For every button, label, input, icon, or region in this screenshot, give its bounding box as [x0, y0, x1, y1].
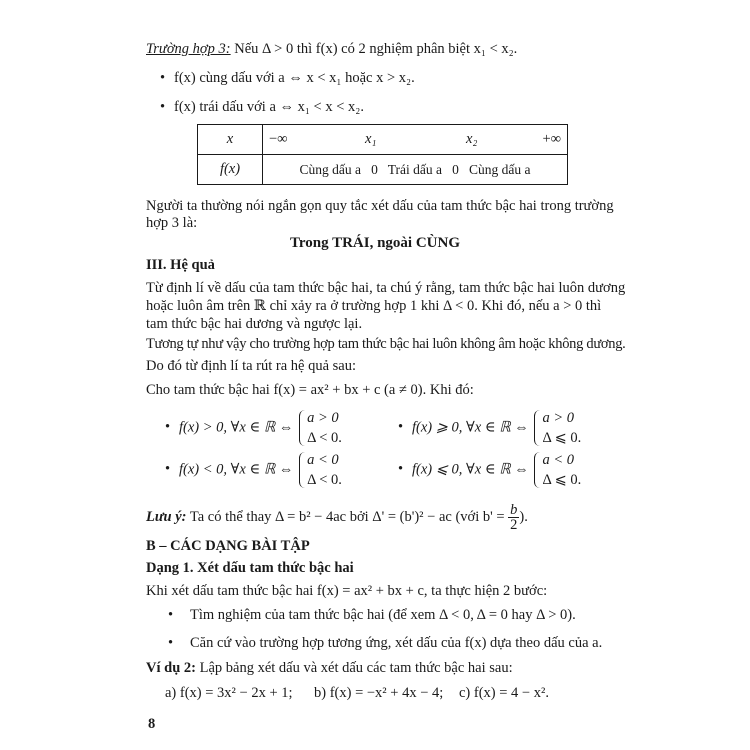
- exercise-b: b) f(x) = −x² + 4x − 4;: [314, 685, 444, 701]
- section3-para1-line1: Từ định lí về dấu của tam thức bậc hai, ta chú ý rằng, tam thức bậc hai luôn dương: [146, 280, 626, 296]
- step-1: • Tìm nghiệm của tam thức bậc hai (để xem Δ < 0, Δ = 0 hay Δ > 0).: [168, 607, 576, 623]
- case3-title: Trường hợp 3:: [146, 41, 231, 57]
- case3-bullet-2: • f(x) trái dấu với a ⇔ x₁ < x < x₂.: [160, 99, 364, 115]
- bullet-icon: •: [160, 70, 166, 86]
- page-number: 8: [148, 716, 156, 732]
- sign-table: [197, 124, 568, 185]
- condition-system: a > 0 Δ < 0.: [297, 408, 342, 448]
- bullet-icon: •: [168, 635, 174, 651]
- sign-table-row-fx: [198, 155, 568, 185]
- example-label: Ví dụ 2:: [146, 660, 196, 676]
- note: Lưu ý: Ta có thể thay Δ = b² − 4ac bởi Δ' = (b')² − ac (với b' = $\frac{b}{2}$ ).: [146, 502, 528, 533]
- corollary-3: • f(x) < 0, ∀x ∈ ℝ ⇔ a < 0 Δ < 0.: [165, 452, 342, 488]
- section-b-heading: B – CÁC DẠNG BÀI TẬP: [146, 538, 310, 554]
- rule-heading: Trong TRÁI, ngoài CÙNG: [289, 235, 461, 251]
- case3-intro: Trường hợp 3: Nếu Δ > 0 thì f(x) có 2 nghiệm phân biệt x₁ < x₂.: [146, 41, 518, 57]
- bullet-icon: •: [165, 419, 171, 436]
- step-2: • Căn cứ vào trường hợp tương ứng, xét dấu của f(x) dựa theo dấu của a.: [168, 635, 603, 651]
- note-label: Lưu ý:: [146, 508, 187, 525]
- section3-para2: Tương tự như vậy cho trường hợp tam thức bậc hai luôn không âm hoặc không dương.: [146, 336, 626, 352]
- summary-line-2: hợp 3 là:: [146, 215, 198, 231]
- condition-system: a > 0 Δ ⩽ 0.: [532, 408, 581, 448]
- corollary-2: • f(x) ⩾ 0, ∀x ∈ ℝ ⇔ a > 0 Δ ⩽ 0.: [398, 410, 582, 446]
- condition-system: a < 0 Δ ⩽ 0.: [532, 450, 581, 490]
- section3-para3: Do đó từ định lí ta rút ra hệ quả sau:: [146, 358, 357, 374]
- bullet-icon: •: [160, 99, 166, 115]
- bullet-icon: •: [168, 607, 174, 623]
- exercise-c: c) f(x) = 4 − x².: [459, 685, 549, 701]
- example-2: Ví dụ 2: Lập bảng xét dấu và xét dấu các tam thức bậc hai sau:: [146, 660, 513, 676]
- condition-system: a < 0 Δ < 0.: [297, 450, 342, 490]
- sign-table-fx-values: Cùng dấu a 0 Trái dấu a 0 Cùng dấu a: [263, 155, 568, 185]
- case3-bullet-1: • f(x) cùng dấu với a ⇔ x < x₁ hoặc x > x₂.: [160, 70, 415, 86]
- bullet-icon: •: [398, 419, 404, 436]
- section3-given: Cho tam thức bậc hai f(x) = ax² + bx + c (a ≠ 0). Khi đó:: [146, 382, 474, 398]
- section-3-heading: III. Hệ quả: [146, 257, 215, 273]
- section3-para1-line2: hoặc luôn âm trên ℝ chỉ xảy ra ở trường hợp 1 khi Δ < 0. Khi đó, nếu a > 0 thì: [146, 298, 602, 314]
- sign-table-header-x: x: [198, 125, 263, 155]
- fraction: $\frac{b}{2}$: [510, 502, 518, 533]
- exercise-a: a) f(x) = 3x² − 2x + 1;: [165, 685, 293, 701]
- sign-table-header-fx: f(x): [198, 155, 263, 185]
- sign-table-x-values: −∞ x₁ x₂ +∞: [263, 125, 568, 155]
- summary-line-1: Người ta thường nói ngắn gọn quy tắc xét dấu của tam thức bậc hai trong trường: [146, 198, 614, 214]
- corollary-1: • f(x) > 0, ∀x ∈ ℝ ⇔ a > 0 Δ < 0.: [165, 410, 342, 446]
- bullet-icon: •: [398, 461, 404, 478]
- sign-table-row-x: [198, 125, 568, 155]
- type1-heading: Dạng 1. Xét dấu tam thức bậc hai: [146, 560, 354, 576]
- section3-para1-line3: tam thức bậc hai dương và ngược lại.: [146, 316, 363, 332]
- sectionB-intro: Khi xét dấu tam thức bậc hai f(x) = ax² + bx + c, ta thực hiện 2 bước:: [146, 583, 548, 599]
- corollary-4: • f(x) ⩽ 0, ∀x ∈ ℝ ⇔ a < 0 Δ ⩽ 0.: [398, 452, 582, 488]
- bullet-icon: •: [165, 461, 171, 478]
